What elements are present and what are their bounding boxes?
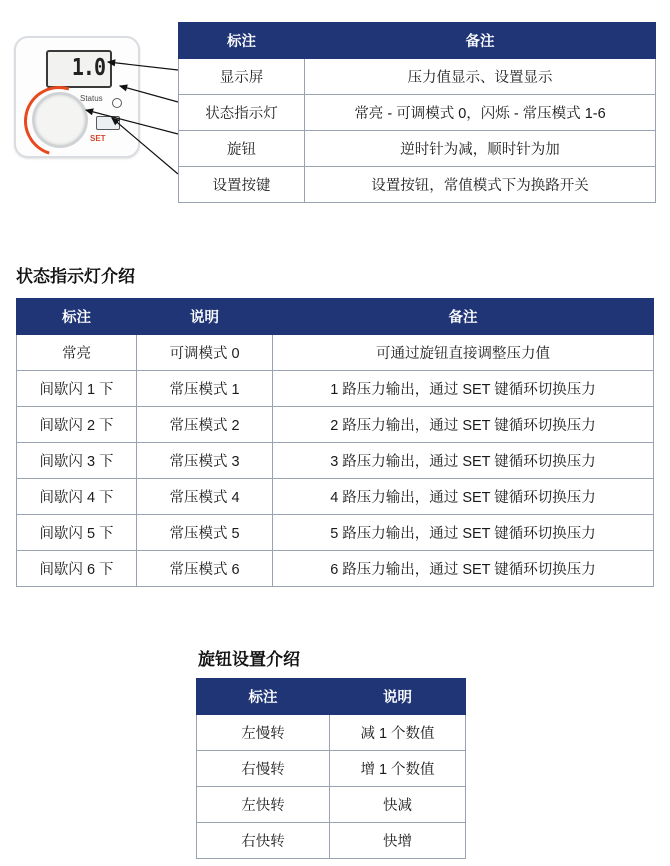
column-header-label: 标注 [17, 299, 137, 335]
section-title-knob-settings: 旋钮设置介绍 [198, 650, 300, 669]
display-value: 1.0 [71, 53, 105, 81]
cell-desc: 常压模式 6 [137, 551, 273, 587]
cell-label: 右快转 [197, 823, 330, 859]
cell-remark: 可通过旋钮直接调整压力值 [273, 335, 654, 371]
table-row [179, 167, 656, 203]
table-row [17, 371, 654, 407]
cell-remark: 3 路压力输出，通过 SET 键循环切换压力 [273, 443, 654, 479]
cell-remark: 常亮 - 可调模式 0，闪烁 - 常压模式 1-6 [305, 95, 656, 131]
cell-label: 状态指示灯 [179, 95, 305, 131]
device-set-button [96, 116, 120, 130]
status-indicator-table [16, 298, 654, 587]
cell-remark: 压力值显示、设置显示 [305, 59, 656, 95]
set-text-label: SET [90, 134, 106, 143]
table-row [197, 823, 466, 859]
device-illustration [8, 22, 168, 182]
table-header-row [179, 23, 656, 59]
cell-label: 左快转 [197, 787, 330, 823]
column-header-remark: 备注 [305, 23, 656, 59]
table-header-row [17, 299, 654, 335]
cell-desc: 常压模式 5 [137, 515, 273, 551]
table-row [17, 407, 654, 443]
cell-label: 间歇闪 3 下 [17, 443, 137, 479]
table-row [197, 751, 466, 787]
cell-desc: 常压模式 1 [137, 371, 273, 407]
cell-label: 旋钮 [179, 131, 305, 167]
device-body [14, 36, 140, 158]
cell-label: 设置按键 [179, 167, 305, 203]
section-title-status-indicator: 状态指示灯介绍 [16, 267, 135, 286]
cell-label: 间歇闪 5 下 [17, 515, 137, 551]
cell-label: 左慢转 [197, 715, 330, 751]
device-display [46, 50, 112, 88]
table-row [179, 95, 656, 131]
table-row [17, 479, 654, 515]
cell-desc: 减 1 个数值 [330, 715, 466, 751]
column-header-desc: 说明 [137, 299, 273, 335]
cell-remark: 1 路压力输出，通过 SET 键循环切换压力 [273, 371, 654, 407]
cell-label: 间歇闪 2 下 [17, 407, 137, 443]
table-row [17, 443, 654, 479]
cell-desc: 常压模式 4 [137, 479, 273, 515]
device-parts-table [178, 22, 656, 203]
cell-desc: 常压模式 3 [137, 443, 273, 479]
cell-label: 间歇闪 4 下 [17, 479, 137, 515]
cell-remark: 设置按钮，常值模式下为换路开关 [305, 167, 656, 203]
cell-remark: 6 路压力输出，通过 SET 键循环切换压力 [273, 551, 654, 587]
cell-label: 间歇闪 6 下 [17, 551, 137, 587]
cell-label: 右慢转 [197, 751, 330, 787]
table-row [17, 551, 654, 587]
column-header-label: 标注 [179, 23, 305, 59]
cell-remark: 2 路压力输出，通过 SET 键循环切换压力 [273, 407, 654, 443]
table-row [179, 59, 656, 95]
cell-label: 间歇闪 1 下 [17, 371, 137, 407]
column-header-desc: 说明 [330, 679, 466, 715]
cell-desc: 常压模式 2 [137, 407, 273, 443]
cell-remark: 逆时针为减，顺时针为加 [305, 131, 656, 167]
table-row [197, 715, 466, 751]
table-row [197, 787, 466, 823]
table-row [17, 335, 654, 371]
status-text-label: Status [80, 94, 103, 103]
cell-desc: 快增 [330, 823, 466, 859]
cell-remark: 5 路压力输出，通过 SET 键循环切换压力 [273, 515, 654, 551]
cell-desc: 快减 [330, 787, 466, 823]
table-row [179, 131, 656, 167]
knob-settings-table [196, 678, 466, 859]
cell-desc: 可调模式 0 [137, 335, 273, 371]
cell-label: 显示屏 [179, 59, 305, 95]
table-header-row [197, 679, 466, 715]
column-header-label: 标注 [197, 679, 330, 715]
cell-desc: 增 1 个数值 [330, 751, 466, 787]
cell-remark: 4 路压力输出，通过 SET 键循环切换压力 [273, 479, 654, 515]
status-indicator-led [112, 98, 122, 108]
table-row [17, 515, 654, 551]
column-header-remark: 备注 [273, 299, 654, 335]
cell-label: 常亮 [17, 335, 137, 371]
